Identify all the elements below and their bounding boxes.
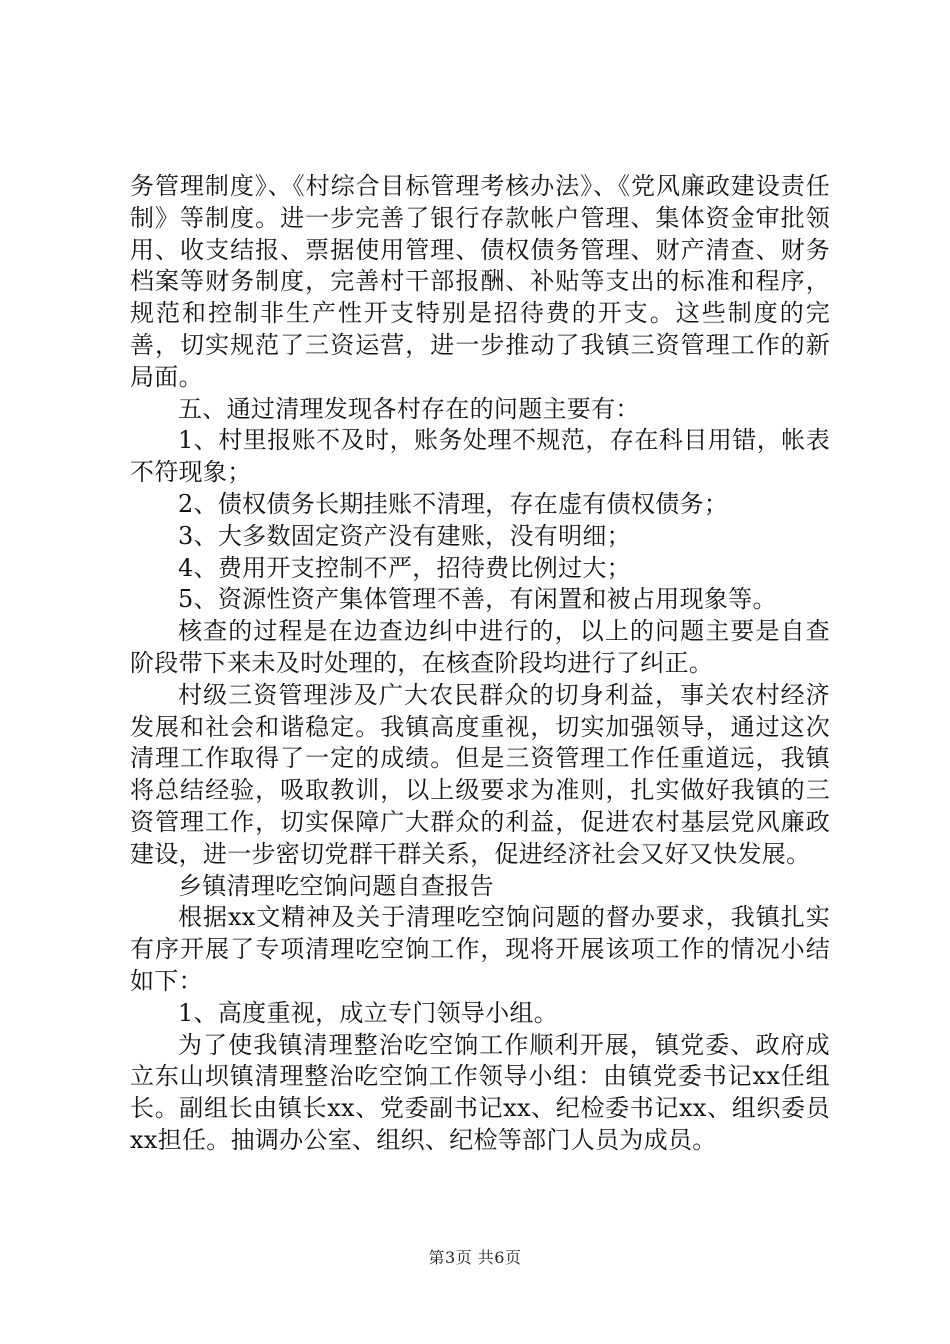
page-number-footer: 第3页 共6页 — [428, 1248, 522, 1267]
list-item: 1、村里报账不及时，账务处理不规范，存在科目用错，帐表不符现象； — [130, 426, 830, 487]
list-item: 1、高度重视，成立专门领导小组。 — [178, 998, 559, 1027]
list-item: 4、费用开支控制不严，招待费比例过大； — [178, 553, 631, 582]
paragraph: 务管理制度》、《村综合目标管理考核办法》、《党风廉政建设责任制》等制度。进一步完善了银行存款帐户管理、集体资金审批领用、收支结报、票据使用管理、债权债务管理、财产清查、财务档案等财务制度，完善村干部报酬、补贴等支出的标准和程序，规范和控制非生产性开支特别是招待费的开支。这些制度的完善，切实规范了三资运营，进一步推动了我镇三资管理工作的新局面。 — [130, 172, 830, 391]
paragraph: 为了使我镇清理整治吃空饷工作顺利开展，镇党委、政府成立东山坝镇清理整治吃空饷工作领导小组：由镇党委书记xx任组长。副组长由镇长xx、党委副书记xx、纪检委书记xx、组织委员xx担任。抽调办公室、组织、纪检等部门人员为成员。 — [130, 1030, 830, 1154]
document-body — [130, 171, 830, 1157]
list-item: 5、资源性资产集体管理不善，有闲置和被占用现象等。 — [178, 585, 777, 614]
section-heading: 五、通过清理发现各村存在的问题主要有： — [178, 394, 640, 423]
list-item: 2、债权债务长期挂账不清理，存在虚有债权债务； — [178, 489, 729, 518]
paragraph: 核查的过程是在边查边纠中进行的，以上的问题主要是自查阶段带下来未及时处理的，在核查阶段均进行了纠正。 — [130, 617, 830, 677]
paragraph: 村级三资管理涉及广大农民群众的切身利益，事关农村经济发展和社会和谐稳定。我镇高度重视，切实加强领导，通过这次清理工作取得了一定的成绩。但是三资管理工作任重道远，我镇将总结经验，吸取教训，以上级要求为准则，扎实做好我镇的三资管理工作，切实保障广大群众的利益，促进农村基层党风廉政建设，进一步密切党群干群关系，促进经济社会又好又快发展。 — [130, 680, 830, 868]
paragraph: 根据xx文精神及关于清理吃空饷问题的督办要求，我镇扎实有序开展了专项清理吃空饷工作，现将开展该项工作的情况小结如下： — [130, 903, 830, 995]
list-item: 3、大多数固定资产没有建账，没有明细； — [178, 521, 631, 550]
report-title: 乡镇清理吃空饷问题自查报告 — [178, 871, 494, 900]
